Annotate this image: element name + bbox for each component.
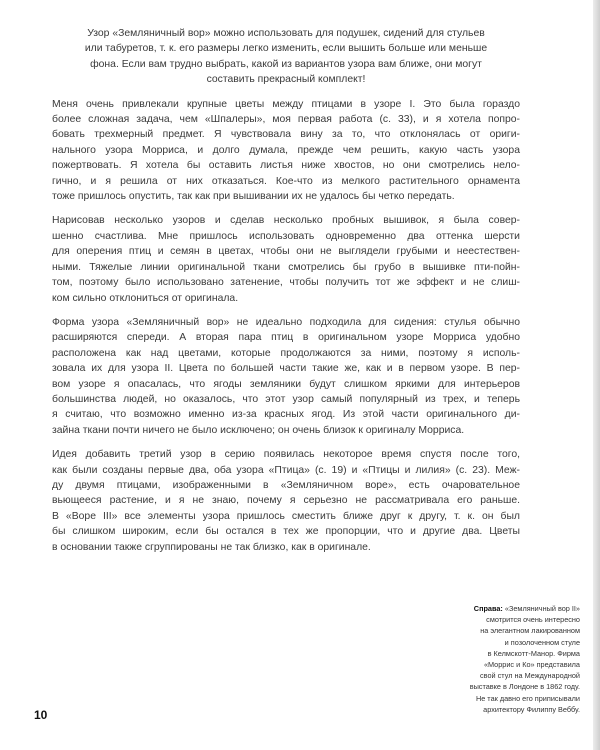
text-line: ком сильно отклониться от оригинала. [52, 292, 239, 304]
text-line: нального узора Морриса, и долго думала, прежде чем решить, какую часть узора [52, 144, 520, 156]
caption-line: свой стул на Международной [480, 671, 580, 681]
paragraph-1 [52, 26, 520, 88]
text-line: составить прекрасный комплект! [206, 74, 366, 86]
text-line: бы слишком широким, если бы остался в тех же пропорции, что и другие два. Цветы [52, 526, 520, 538]
paragraph-3 [52, 213, 520, 305]
text-line: зайна ткани почти ничего не было исключено; он очень близок к оригиналу Морриса. [52, 424, 465, 436]
text-line: для оперения птиц и семян в цветах, чтобы они не выглядели грубыми и неестествен- [52, 246, 520, 258]
caption-line: Не так давно его приписывали [475, 693, 580, 703]
text-line: шенно счастлива. Мне пришлось использовать одновременно два оттенка шерсти [52, 230, 520, 242]
caption-line: и позолоченном стуле [504, 637, 580, 647]
text-line: ду двумя птицами, изображенными в «Земляничном воре», есть очаровательное [52, 479, 520, 491]
text-line: бовать трехмерный предмет. Я чувствовала вину за то, что отклонялась от ориги- [52, 129, 520, 141]
text-line: расширяются спереди. А вторая пара птиц в оригинальном узоре Морриса удобно [52, 332, 520, 344]
caption-line: на элегантном лакированном [480, 626, 580, 636]
caption-line: выставке в Лондоне в 1862 году. [469, 682, 580, 692]
text-line: Нарисовав несколько узоров и сделав несколько пробных вышивок, я была совер- [52, 215, 520, 227]
text-line: Меня очень привлекали крупные цветы между птицами в узоре I. Это была гораздо [52, 98, 520, 110]
page-edge-shadow [593, 0, 600, 750]
text-line: Узор «Земляничный вор» можно использовать для подушек, сидений для стульев [87, 28, 485, 39]
paragraph-2 [52, 97, 520, 205]
text-line: вом узоре я опасалась, что ягоды земляники будут слишком яркими для интерьеров [52, 378, 520, 390]
text-line: в основании также сгруппированы не так близко, как в оригинале. [52, 541, 371, 553]
text-line: том, поэтому было использовано затенение, чтобы получить тот же эффект и не слиш- [52, 277, 520, 289]
text-line: тоже пришлось опустить, так как при вышивании их не удалось бы четко передать. [52, 191, 455, 203]
paragraph-5 [52, 447, 520, 555]
caption-line: «Земляничный вор II» [504, 604, 580, 613]
text-line: фона. Если вам трудно выбрать, какой из вариантов узора вам ближе, они могут [90, 58, 482, 70]
paragraph-4 [52, 315, 520, 438]
caption-line: архитектору Филиппу Веббу. [483, 704, 580, 714]
text-line: гично, и я решила от них отказаться. Кое-что из мелкого растительного орнамента [52, 175, 520, 187]
text-line: ными. Тяжелые линии оригинальной ткани смотрелись бы грубо в вышивке пти-пойн- [52, 261, 520, 273]
body-text [52, 26, 520, 564]
caption-line: смотрится очень интересно [486, 615, 580, 625]
text-line: Форма узора «Земляничный вор» не идеально подходила для сидения: стулья обычно [52, 316, 520, 328]
text-line: или табуретов, т. к. его размеры легко изменить, если вышить больше или меньше [84, 43, 488, 55]
caption-lead: Справа: [473, 604, 503, 613]
text-line: я считаю, что возможно именно из-за красных ягод. Из этой части оригинального ди- [52, 409, 520, 421]
caption-line: «Моррис и Ко» представила [483, 660, 580, 670]
page-number: 10 [34, 708, 48, 722]
text-line: Идея добавить третий узор в серию появилась некоторое время спустя после того, [52, 449, 520, 461]
text-line: зовала их для узора II. Цвета по большей части такие же, как и в первом узоре. В пер- [52, 363, 520, 375]
caption-line: в Келмскотт-Манор. Фирма [487, 648, 580, 658]
text-line: как были созданы первые два, оба узора «Птица» (с. 19) и «Птицы и лилия» (с. 23). Меж- [52, 464, 520, 476]
text-line: пожертвовать. Я хотела бы оставить листья ниже хвостов, но они смотрелись нело- [52, 160, 520, 172]
text-line: более сложная задача, чем «Шпалеры», моя первая работа (с. 33), и я хотела попро- [52, 114, 520, 126]
text-line: В «Воре III» все элементы узора пришлось сместить ближе друг к другу, т. к. он был [52, 510, 520, 522]
text-line: расположена как над цветами, которые продолжаются за ними, поэтому я исполь- [52, 347, 520, 359]
text-line: большинства людей, но оказалось, что этот узор самый популярный из трех, и теперь [52, 393, 520, 405]
image-caption [390, 603, 580, 715]
text-line: вьющееся растение, и я не знаю, почему я серьезно не рассматривала его раньше. [52, 495, 520, 507]
